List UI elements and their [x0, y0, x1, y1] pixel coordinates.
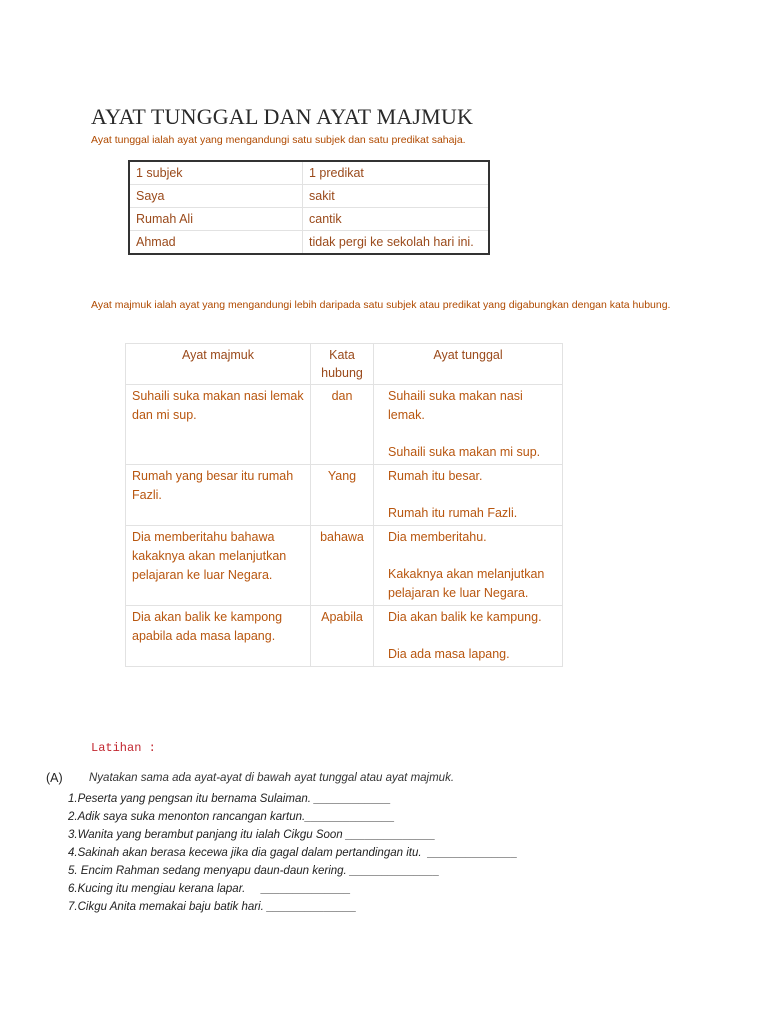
table-row — [129, 185, 489, 208]
single-sentence-1: Dia akan balik ke kampung. — [388, 610, 542, 624]
single-sentence-1: Dia memberitahu. — [388, 530, 487, 544]
header-kata-hubung: Kata hubung — [311, 344, 374, 385]
single-sentences — [374, 385, 563, 465]
table-cell: 1 predikat — [303, 161, 490, 185]
compound-sentence: Dia memberitahu bahawa kakaknya akan melanjutkan pelajaran ke luar Negara. — [126, 526, 311, 606]
compound-sentence: Dia akan balik ke kampong apabila ada masa lapang. — [126, 606, 311, 667]
single-sentences — [374, 526, 563, 606]
table-cell: Rumah Ali — [129, 208, 303, 231]
header-ayat-majmuk: Ayat majmuk — [126, 344, 311, 385]
table-row — [129, 161, 489, 185]
table-cell: sakit — [303, 185, 490, 208]
table-row — [126, 465, 563, 526]
table-cell: Saya — [129, 185, 303, 208]
single-sentences — [374, 606, 563, 667]
compound-sentence: Suhaili suka makan nasi lemak dan mi sup. — [126, 385, 311, 465]
compound-sentence-table — [125, 343, 563, 667]
question-item: 5. Encim Rahman sedang menyapu daun-daun kering. ______________ — [68, 865, 440, 877]
single-sentence-2: Suhaili suka makan mi sup. — [388, 445, 541, 459]
compound-sentence: Rumah yang besar itu rumah Fazli. — [126, 465, 311, 526]
table-row — [129, 231, 489, 255]
conjunction: Apabila — [311, 606, 374, 667]
table-row — [129, 208, 489, 231]
conjunction: Yang — [311, 465, 374, 526]
table-row — [126, 385, 563, 465]
table-cell: Ahmad — [129, 231, 303, 255]
single-sentence-1: Suhaili suka makan nasi lemak. — [388, 389, 523, 422]
definition-single-sentence: Ayat tunggal ialah ayat yang mengandungi satu subjek dan satu predikat sahaja. — [91, 134, 466, 146]
section-label — [46, 771, 88, 785]
single-sentence-2: Kakaknya akan melanjutkan pelajaran ke luar Negara. — [388, 567, 545, 600]
table-row — [126, 526, 563, 606]
conjunction: bahawa — [311, 526, 374, 606]
question-item: 6.Kucing itu mengiau kerana lapar. ______________ — [68, 883, 351, 895]
table-cell: tidak pergi ke sekolah hari ini. — [303, 231, 490, 255]
single-sentence-2: Dia ada masa lapang. — [388, 647, 510, 661]
single-sentence-1: Rumah itu besar. — [388, 469, 483, 483]
question-item: 2.Adik saya suka menonton rancangan kartun.______________ — [68, 811, 395, 823]
section-a-label: (A) — [46, 771, 63, 785]
single-sentence-table — [128, 160, 490, 255]
question-item: 3.Wanita yang berambut panjang itu ialah Cikgu Soon ______________ — [68, 829, 436, 841]
definition-compound-sentence: Ayat majmuk ialah ayat yang mengandungi lebih daripada satu subjek atau predikat yang digabungkan dengan kata hubung. — [91, 299, 671, 311]
single-sentence-2: Rumah itu rumah Fazli. — [388, 506, 518, 520]
question-item: 4.Sakinah akan berasa kecewa jika dia gagal dalam pertandingan itu. ______________ — [68, 847, 518, 859]
page-title: AYAT TUNGGAL DAN AYAT MAJMUK — [91, 104, 474, 129]
table-header-row — [126, 344, 563, 385]
conjunction: dan — [311, 385, 374, 465]
question-list — [68, 790, 517, 916]
exercise-heading: Latihan : — [91, 741, 156, 755]
exercise-instruction: Nyatakan sama ada ayat-ayat di bawah ayat tunggal atau ayat majmuk. — [89, 772, 455, 784]
header-ayat-tunggal: Ayat tunggal — [374, 344, 563, 385]
table-cell: 1 subjek — [129, 161, 303, 185]
single-sentences — [374, 465, 563, 526]
table-cell: cantik — [303, 208, 490, 231]
question-item: 1.Peserta yang pengsan itu bernama Sulaiman. ____________ — [68, 793, 391, 805]
table-row — [126, 606, 563, 667]
question-item: 7.Cikgu Anita memakai baju batik hari. ______________ — [68, 901, 357, 913]
